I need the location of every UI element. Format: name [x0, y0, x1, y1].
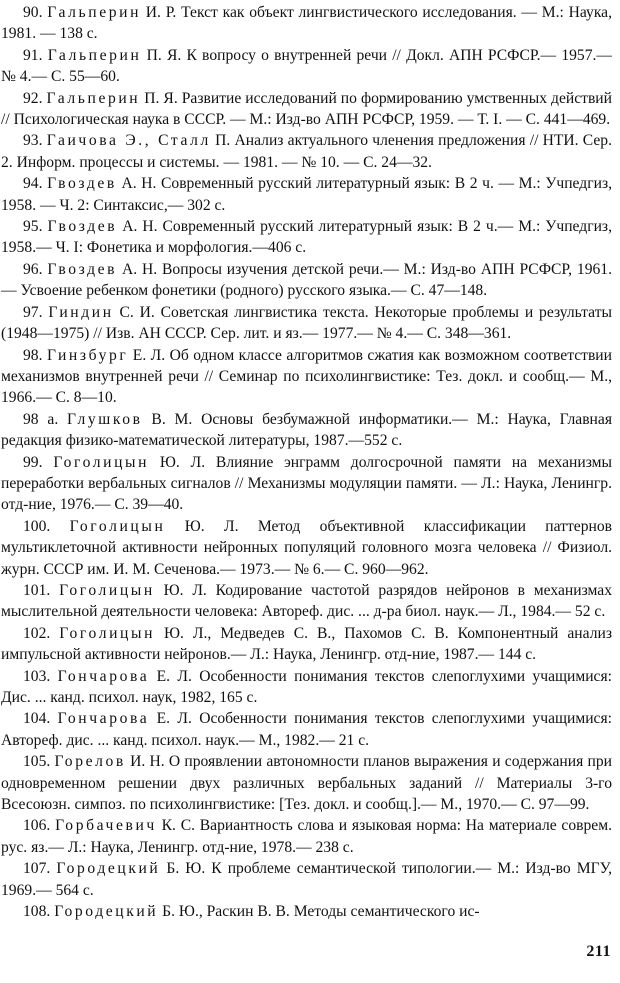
entry-number: 90. [23, 4, 43, 21]
bibliography-entry [1, 409, 612, 452]
bibliography-entry [1, 666, 612, 709]
entry-author: Глушков [67, 410, 143, 428]
entry-text: С. И. Советская лингвистика текста. Некоторые проблемы и результаты (1948—1975) // Изв. АН СССР. Сер. лит. и яз.— 1977.— № 4.— С. 348—361. [1, 303, 612, 343]
entry-author: Гвоздев [47, 175, 117, 193]
entry-author: Гончарова [57, 710, 150, 728]
bibliography-entry [1, 751, 612, 815]
entry-author: Гвоздев [47, 218, 118, 236]
bibliography-entry [1, 452, 612, 516]
entry-number: 98 а. [23, 410, 59, 428]
bibliography-entry [1, 302, 612, 345]
entry-text: Ю. Л. Кодирование частотой разрядов нейронов в механизмах мыслительной деятельности человека: Автореф. дис. ... д-ра биол. наук.— Л., 1984.— 52 с. [1, 581, 612, 621]
entry-number: 91. [23, 46, 43, 64]
entry-text: Ю. Л. Влияние энграмм долгосрочной памяти на механизмы переработки вербальных сигналов // Механизмы модуляции памяти. — Л.: Наука, Ленингр. отд-ние, 1976.— С. 39—40. [1, 453, 612, 514]
entry-author: Городецкий [54, 903, 159, 921]
entry-number: 93. [23, 132, 43, 150]
entry-number: 94. [23, 175, 43, 193]
entry-text: Б. Ю., Раскин В. В. Методы семантического ис- [158, 903, 480, 921]
bibliography-entry [1, 173, 612, 216]
entry-number: 104. [23, 710, 51, 728]
entry-text: Ю. Л. Метод объективной классификации паттернов мультиклеточной активности нейронных популяций головного мозга человека // Физиол. журн. СССР им. И. М. Сеченова.— 1973.— № 6.— С. 960—962. [1, 517, 612, 578]
bibliography-entry [1, 216, 612, 259]
bibliography-entry [1, 345, 612, 409]
entry-number: 103. [23, 667, 51, 685]
bibliography-entry [1, 580, 612, 623]
entry-text: Б. Ю. К проблеме семантической типологии.— М.: Изд-во МГУ, 1969.— 564 с. [1, 860, 612, 899]
entry-number: 102. [23, 624, 51, 642]
bibliography-entry [1, 623, 612, 666]
entry-text: А. Н. Современный русский литературный язык: В 2 ч. — М.: Учпедгиз, 1958. — Ч. 2: Синтаксис,— 302 с. [1, 175, 613, 214]
entry-number: 107. [23, 860, 51, 878]
entry-number: 106. [23, 817, 51, 835]
entry-text: И. Р. Текст как объект лингвистического исследования. — М.: Наука, 1981. — 138 с. [1, 4, 612, 43]
entry-number: 99. [23, 453, 43, 471]
entry-author: Горбачевич [55, 817, 157, 835]
entry-text: К. С. Вариантность слова и языковая норма: На материале соврем. рус. яз.— Л.: Наука, Ленингр. отд-ние, 1978.— 238 с. [1, 817, 612, 856]
bibliography-entry [1, 130, 612, 173]
entry-author: Гальперин [46, 89, 141, 107]
entry-number: 97. [23, 303, 43, 321]
entry-text: И. Н. О проявлении автономности планов выражения и содержания при одновременном решении двух различных вербальных заданий // Материалы 3-го Всесоюзн. симпоз. по психолингвистике: [Тез. докл. и сообщ.].— М., 1970.— С. 97—99. [1, 753, 612, 814]
entry-text: Е. Л. Об одном классе алгоритмов сжатия как возможном соответствии механизмов внутренней речи // Семинар по психолингвистике: Тез. докл. и сообщ.— М., 1966.— С. 8—10. [1, 346, 612, 407]
entry-author: Гиндин [48, 303, 114, 321]
bibliography-entry [1, 45, 612, 88]
entry-number: 92. [23, 89, 43, 107]
entry-author: Горелов [54, 753, 126, 771]
entry-author: Гоголицын [53, 453, 150, 471]
entry-text: Е. Л. Особенности понимания текстов слепоглухими учащимися: Дис. ... канд. психол. наук, 1982, 165 с. [1, 667, 612, 706]
bibliography-entry [1, 2, 612, 45]
bibliography-entry [1, 858, 612, 901]
entry-text: П. Я. Развитие исследований по формированию умственных действий // Психологическая наука в СССР. — М.: Изд-во АПН РСФСР, 1959. — Т. I. — С. 441—469. [1, 89, 612, 129]
entry-text: А. Н. Современный русский литературный язык: В 2 ч.— М.: Учпедгиз, 1958.— Ч. I: Фонетика и морфология.—406 с. [1, 218, 612, 257]
entry-author: Гвоздев [47, 260, 118, 278]
bibliography-entry [1, 516, 612, 580]
entry-number: 98. [23, 346, 43, 364]
bibliography-entry [1, 901, 612, 922]
entry-author: Гальперин [47, 46, 142, 64]
entry-author: Гоголицын [59, 581, 155, 599]
entry-author: Гоголицын [59, 624, 156, 642]
entry-number: 96. [23, 260, 43, 278]
bibliography-entry [1, 708, 612, 751]
entry-number: 95. [23, 218, 43, 236]
entry-text: Е. Л. Особенности понимания текстов слепоглухими учащимися: Автореф. дис. ... канд. психол. наук.— М., 1982.— 21 с. [1, 710, 612, 749]
entry-number: 108. [23, 903, 51, 921]
entry-number: 105. [23, 753, 51, 771]
entry-author: Гончарова [57, 667, 150, 685]
entry-number: 100. [23, 517, 51, 535]
bibliography-entry [1, 259, 612, 302]
entry-author: Городецкий [56, 860, 161, 878]
bibliography-entry [1, 88, 612, 131]
entry-text: А. Н. Вопросы изучения детской речи.— М.: Изд-во АПН РСФСР, 1961.— Усвоение ребенком фонетики (родного) русского языка.— С. 47—148. [1, 260, 612, 300]
bibliography-list [1, 2, 612, 922]
entry-author: Гальперин [47, 4, 142, 21]
page-number: 211 [586, 943, 611, 960]
bibliography-entry [1, 815, 612, 858]
entry-text: П. Я. К вопросу о внутренней речи // Докл. АПН РСФСР.— 1957.— № 4.— С. 55—60. [1, 46, 612, 86]
entry-text: В. М. Основы безбумажной информатики.— М.: Наука, Главная редакция физико-математической литературы, 1987.—552 с. [1, 410, 612, 450]
entry-author: Гинзбург [46, 346, 129, 364]
entry-author: Гаичова Э., Сталл [46, 132, 211, 150]
entry-text: Ю. Л., Медведев С. В., Пахомов С. В. Компонентный анализ импульсной активности нейронов.— Л.: Наука, Ленингр. отд-ние, 1987.— 144 с. [1, 624, 612, 664]
entry-number: 101. [23, 581, 51, 599]
entry-author: Гоголицын [69, 517, 166, 535]
entry-text: П. Анализ актуального членения предложения // НТИ. Сер. 2. Информ. процессы и системы. — 1981. — № 10. — С. 24—32. [1, 132, 612, 171]
